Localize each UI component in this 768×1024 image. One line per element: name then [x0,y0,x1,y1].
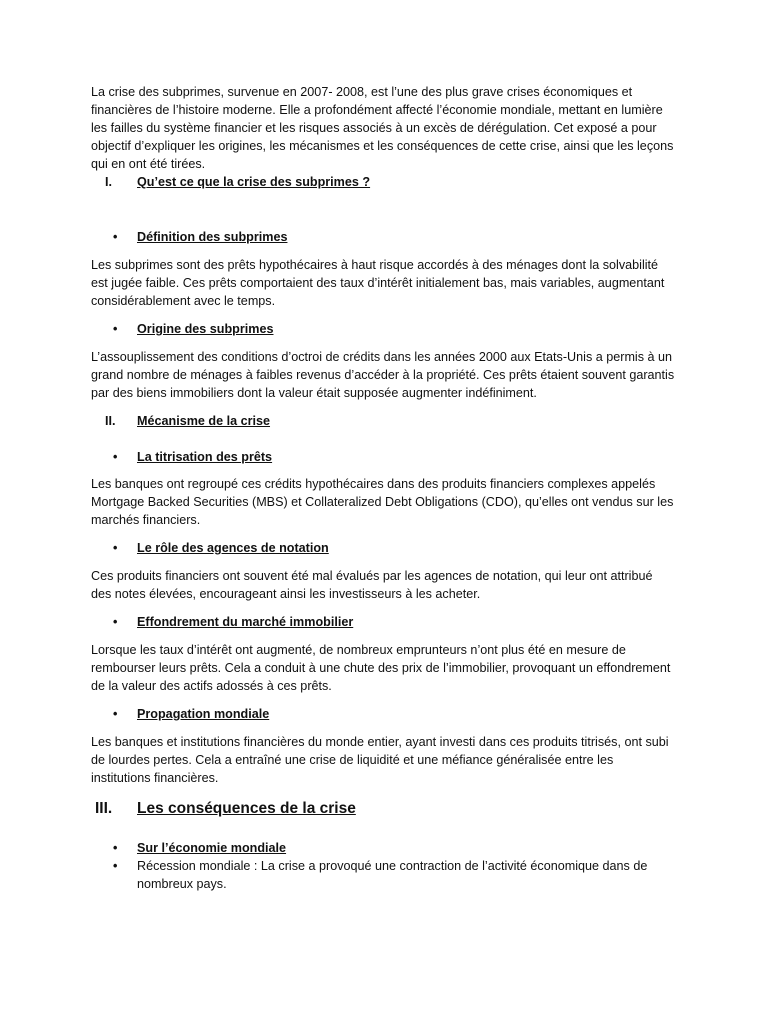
document-page [91,83,676,893]
section-2-number: II. [105,414,116,428]
intro-paragraph: La crise des subprimes, survenue en 2007- 2008, est l’une des plus grave crises économiques et financières de l’histoire moderne. Elle a profondément affecté l’économie mondiale, mettant en lumière les failles du système financier et les risques associés à un excès de dérégulation. Cet exposé a pour objectif d’expliquer les origines, les mécanismes et les conséquences de cette crise, ainsi que les leçons qui en ont été tirées. [91,85,674,171]
subsection-paragraph: Lorsque les taux d’intérêt ont augmenté, de nombreux emprunteurs n’ont plus été en mesure de rembourser leurs prêts. Cela a conduit à une chute des prix de l’immobilier, provoquant un effondrement de la valeur des actifs adossés à ces prêts. [91,643,671,693]
section-3-number: III. [95,800,113,817]
subsection-title: Le rôle des agences de notation [137,541,329,555]
subsection-heading [91,613,676,631]
section-3-title: Les conséquences de la crise [137,800,356,817]
section-2-title: Mécanisme de la crise [137,414,271,428]
bullet-icon: • [113,541,118,555]
section-3-heading [91,799,676,819]
section-2-heading [91,412,676,430]
subsection-heading [91,320,676,338]
subsection-title: La titrisation des prêts [137,450,273,464]
list-item [91,857,676,893]
subsection-paragraph: L’assouplissement des conditions d’octroi de crédits dans les années 2000 aux Etats-Unis a permis à un grand nombre de ménages à faibles revenus d’accéder à la propriété. Ces prêts étaient souvent garantis par des biens immobiliers dont la valeur était supposée augmenter indéfiniment. [91,350,675,400]
subsection-heading [91,448,676,466]
list-item-text: Récession mondiale : La crise a provoqué une contraction de l’activité économique dans de nombreux pays. [137,859,648,891]
subsection-title: Effondrement du marché immobilier [137,615,354,629]
section-1-heading [91,173,676,191]
subsection-paragraph: Les banques et institutions financières du monde entier, ayant investi dans ces produits titrisés, ont subi de lourdes pertes. Cela a entraîné une crise de liquidité et une méfiance généralisée entre les institutions financières. [91,735,669,785]
subsection-heading [91,539,676,557]
bullet-icon: • [113,450,118,464]
bullet-icon: • [113,615,118,629]
subsection-paragraph: Ces produits financiers ont souvent été mal évalués par les agences de notation, qui leur ont attribué des notes élevées, encourageant ainsi les investisseurs à les acheter. [91,569,653,601]
subsection-paragraph: Les banques ont regroupé ces crédits hypothécaires dans des produits financiers complexes appelés Mortgage Backed Securities (MBS) et Collateralized Debt Obligations (CDO), qu’elles ont vendus sur les marchés financiers. [91,477,674,527]
subsection-title: Sur l’économie mondiale [137,841,287,855]
subsection-heading [91,228,676,246]
bullet-icon: • [113,859,118,873]
subsection-title: Origine des subprimes [137,322,274,336]
section-1-number: I. [105,175,112,189]
subsection-heading [91,839,676,857]
bullet-icon: • [113,322,118,336]
bullet-icon: • [113,707,118,721]
subsection-heading [91,705,676,723]
subsection-title: Propagation mondiale [137,707,270,721]
subsection-title: Définition des subprimes [137,230,288,244]
bullet-icon: • [113,230,118,244]
section-1-title: Qu’est ce que la crise des subprimes ? [137,175,371,189]
subsection-paragraph: Les subprimes sont des prêts hypothécaires à haut risque accordés à des ménages dont la solvabilité est jugée faible. Ces prêts comportaient des taux d’intérêt initialement bas, mais variables, augmentant considérablement avec le temps. [91,258,665,308]
bullet-icon: • [113,841,118,855]
